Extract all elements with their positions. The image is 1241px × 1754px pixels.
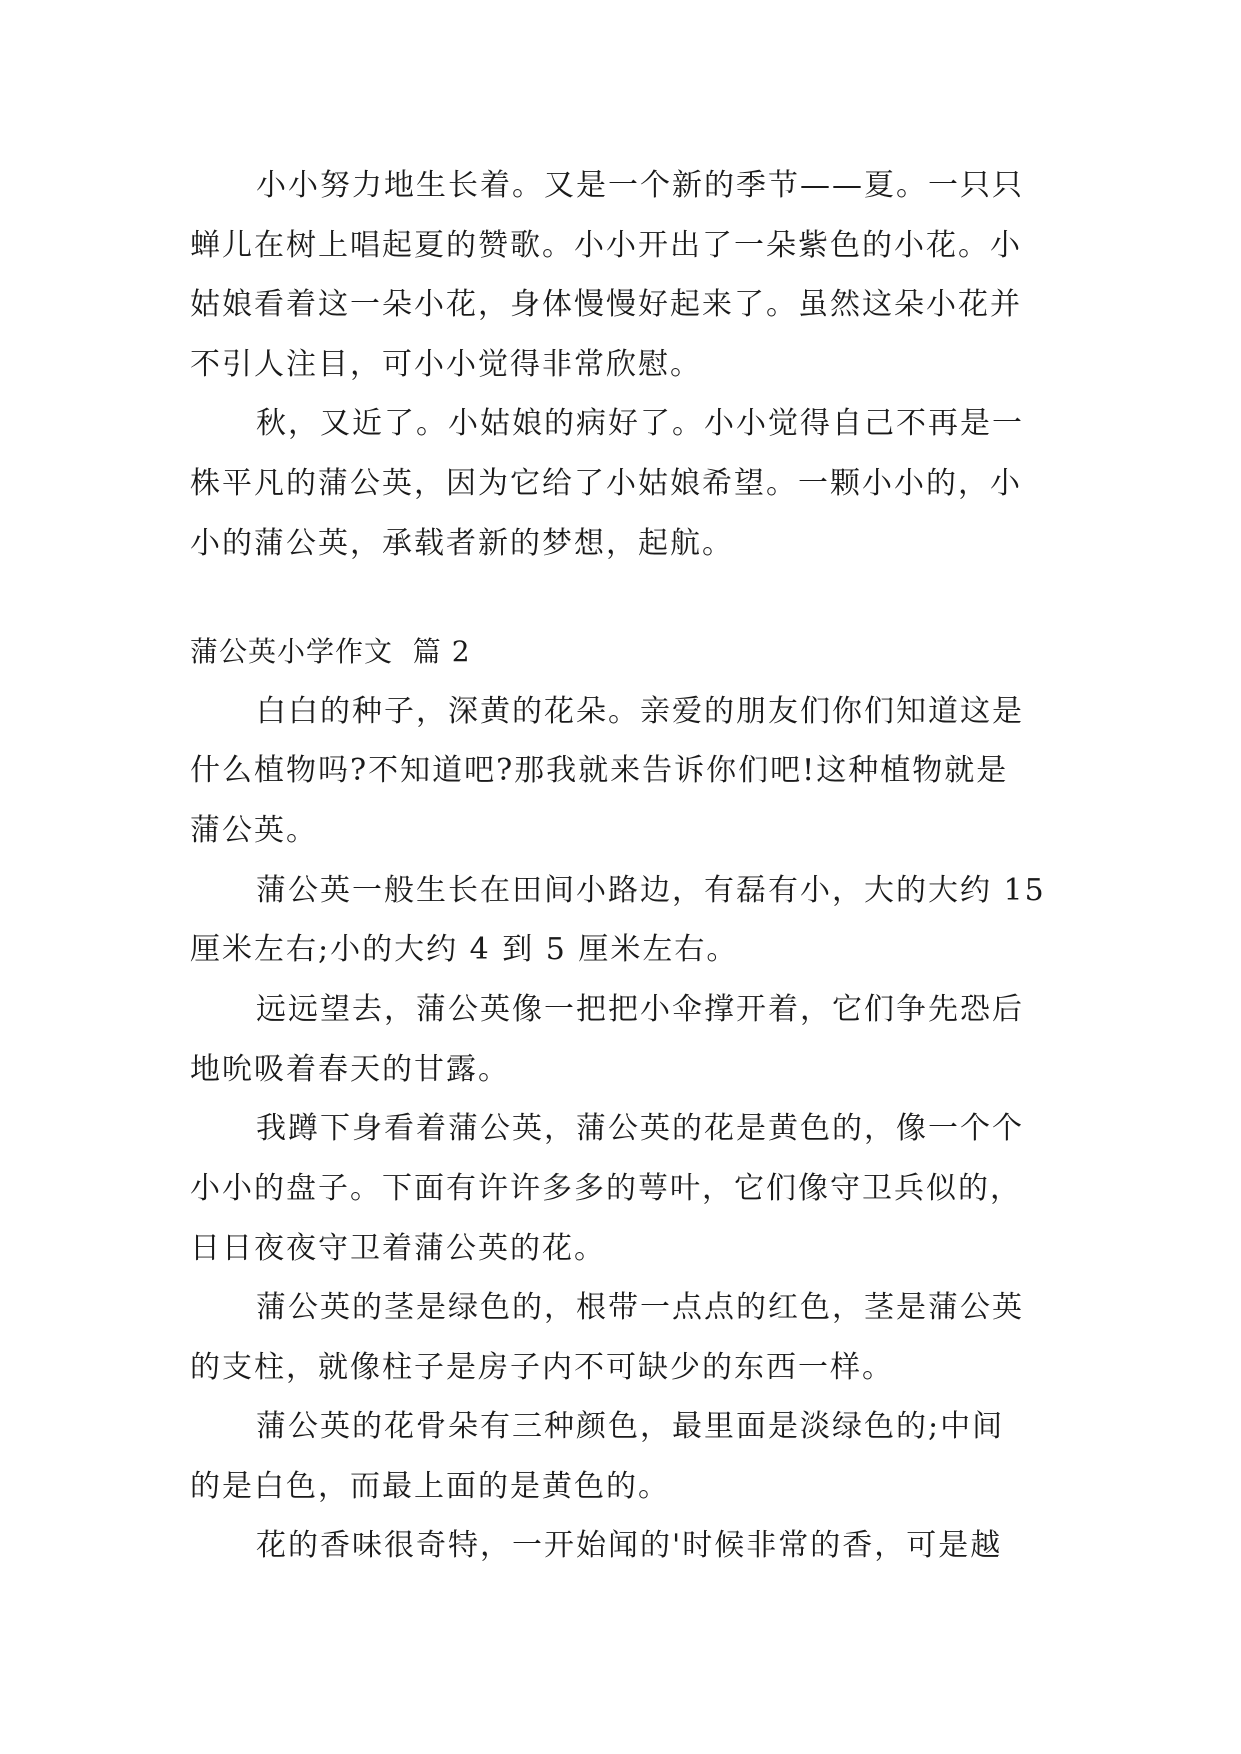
paragraph-line: 蒲公英一般生长在田间小路边，有磊有小，大的大约 15 bbox=[256, 873, 1046, 908]
paragraph-line: 远远望去，蒲公英像一把把小伞撑开着，它们争先恐后 bbox=[256, 992, 1024, 1027]
paragraph-line: 秋，又近了。小姑娘的病好了。小小觉得自己不再是一 bbox=[256, 406, 1024, 441]
paragraph-line: 蝉儿在树上唱起夏的赞歌。小小开出了一朵紫色的小花。小 bbox=[190, 228, 1022, 263]
paragraph-line: 不引人注目，可小小觉得非常欣慰。 bbox=[190, 347, 702, 382]
paragraph-line: 花的香味很奇特，一开始闻的'时候非常的香，可是越 bbox=[256, 1528, 1003, 1563]
paragraph-line: 株平凡的蒲公英，因为它给了小姑娘希望。一颗小小的，小 bbox=[190, 466, 1022, 501]
paragraph-line: 蒲公英的茎是绿色的，根带一点点的红色，茎是蒲公英 bbox=[256, 1290, 1024, 1325]
paragraph-line: 蒲公英的花骨朵有三种颜色，最里面是淡绿色的;中间 bbox=[256, 1409, 1005, 1444]
paragraph-line: 厘米左右;小的大约 4 到 5 厘米左右。 bbox=[190, 932, 739, 967]
paragraph-line: 日日夜夜守卫着蒲公英的花。 bbox=[190, 1231, 606, 1266]
paragraph-line: 什么植物吗?不知道吧?那我就来告诉你们吧!这种植物就是 bbox=[190, 753, 1009, 788]
paragraph-line: 地吮吸着春天的甘露。 bbox=[190, 1052, 510, 1087]
paragraph-line: 姑娘看着这一朵小花，身体慢慢好起来了。虽然这朵小花并 bbox=[190, 287, 1022, 322]
paragraph-line: 的是白色，而最上面的是黄色的。 bbox=[190, 1469, 670, 1504]
section-heading: 蒲公英小学作文 篇 2 bbox=[190, 635, 471, 668]
paragraph-line: 蒲公英。 bbox=[190, 813, 318, 848]
paragraph-line: 白白的种子，深黄的花朵。亲爱的朋友们你们知道这是 bbox=[256, 694, 1024, 729]
paragraph-line: 的支柱，就像柱子是房子内不可缺少的东西一样。 bbox=[190, 1350, 894, 1385]
paragraph-line: 我蹲下身看着蒲公英，蒲公英的花是黄色的，像一个个 bbox=[256, 1111, 1024, 1146]
paragraph-line: 小的蒲公英，承载者新的梦想，起航。 bbox=[190, 526, 734, 561]
paragraph-line: 小小的盘子。下面有许许多多的萼叶，它们像守卫兵似的， bbox=[190, 1171, 1022, 1206]
paragraph-line: 小小努力地生长着。又是一个新的季节——夏。一只只 bbox=[256, 168, 1024, 203]
